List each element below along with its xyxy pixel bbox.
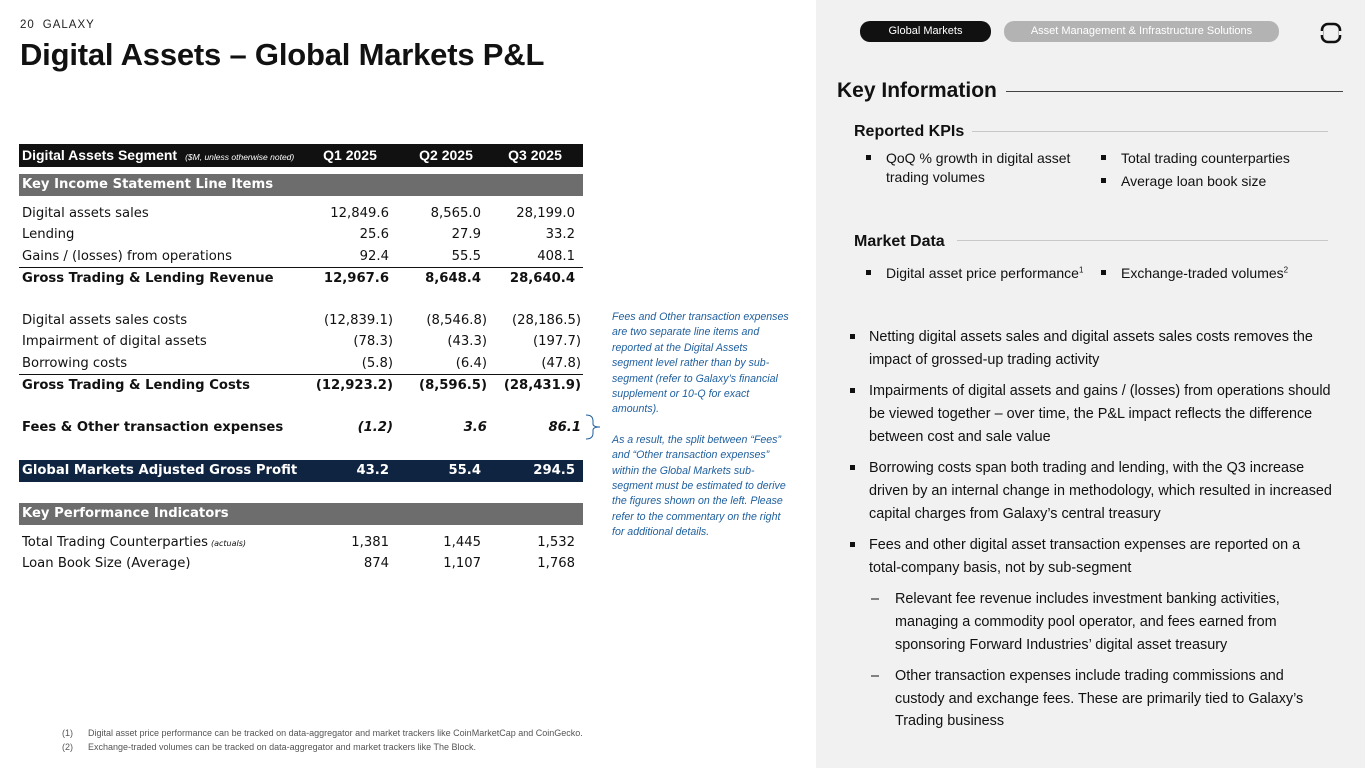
list-item: Netting digital assets sales and digital assets sales costs removes the impact of grossed-up trading activity (850, 326, 1335, 372)
kpi-item: Total trading counterparties (1101, 149, 1331, 168)
page-header (20, 19, 103, 31)
brand-name: GALAXY (42, 19, 95, 31)
gross-costs-row: Gross Trading & Lending Costs (12,923.2) (8,596.5) (28,431.9) (19, 374, 583, 395)
section-header-income: Key Income Statement Line Items (19, 174, 583, 196)
divider (1006, 91, 1343, 92)
list-item: Borrowing costs span both trading and lending, with the Q3 increase driven by an internal change in methodology, which resulted in increased capital charges from Galaxy’s central treasury (850, 457, 1335, 525)
section-header-kpi: Key Performance Indicators (19, 503, 583, 525)
pnl-table (19, 144, 583, 574)
table-row: Total Trading Counterparties (actuals) 1,381 1,445 1,532 (22, 534, 575, 550)
table-row: Gains / (losses) from operations 92.4 55.5 408.1 (22, 248, 575, 264)
gross-profit-row: Global Markets Adjusted Gross Profit 43.2 55.4 294.5 (19, 460, 583, 482)
divider (957, 240, 1328, 241)
market-data-item: Digital asset price performance$^1$ (866, 264, 1096, 283)
galaxy-logo-icon (1320, 22, 1342, 44)
sub-list-item: – Other transaction expenses include trading commissions and custody and exchange fees. These are primarily tied to Galaxy’s Trading business (871, 667, 1304, 730)
brace-icon (584, 414, 604, 440)
market-data-heading: Market Data (854, 233, 945, 250)
table-row: Digital assets sales 12,849.6 8,565.0 28,199.0 (22, 206, 575, 221)
list-item: Impairments of digital assets and gains / (losses) from operations should be viewed together – over time, the P&L impact reflects the difference between cost and sale value (850, 380, 1335, 448)
page-title: Digital Assets – Global Markets P&L (20, 37, 545, 72)
tab-asset-management[interactable]: Asset Management & Infrastructure Solutions (1004, 21, 1279, 42)
table-row: Lending 25.6 27.9 33.2 (22, 227, 575, 243)
column-header: Q2 2025 (419, 147, 473, 163)
table-row: Borrowing costs (5.8) (6.4) (47.8) (22, 355, 581, 371)
side-note-paragraph: Fees and Other transaction expenses are two separate line items and reported at the Digital Assets segment level rather than by sub-segment (refer to Galaxy’s financial supplement or 10-Q for exact amounts). (612, 311, 789, 416)
segment-note: ($M, unless otherwise noted) (185, 152, 295, 162)
segment-title: Digital Assets Segment ($M, unless otherwise noted) (22, 147, 295, 163)
list-item: Fees and other digital asset transaction expenses are reported on a total-company basis, not by sub-segment (850, 534, 1335, 580)
tab-global-markets[interactable]: Global Markets (860, 21, 991, 42)
market-data-item: Exchange-traded volumes$^2$ (1101, 264, 1331, 283)
commentary (850, 326, 1335, 742)
kpi-item: Average loan book size (1101, 172, 1331, 191)
reported-kpis-heading: Reported KPIs (854, 123, 965, 140)
divider (972, 131, 1328, 132)
table-row: Digital assets sales costs (12,839.1) (8,546.8) (28,186.5) (22, 312, 581, 328)
table-row: Loan Book Size (Average) 874 1,107 1,768 (22, 556, 575, 572)
footnote: (1) Digital asset price performance can be tracked on data-aggregator and market trackers like CoinMarketCap and CoinGecko. (62, 728, 583, 738)
side-note-paragraph: As a result, the split between “Fees” and “Other transaction expenses” within the Global Markets sub-segment must be estimated to derive the figures shown on the left. Please refer to the commentary on the right for additional details. (612, 433, 786, 539)
footnotes (62, 727, 583, 754)
key-information-heading: Key Information (837, 79, 997, 102)
kpi-item: QoQ % growth in digital asset trading volumes (866, 149, 1076, 187)
column-header: Q1 2025 (323, 147, 377, 163)
fees-row: Fees & Other transaction expenses (1.2) 3.6 86.1 (22, 419, 581, 435)
sub-list-item: – Relevant fee revenue includes investment banking activities, managing a commodity pool operator, and fees earned from sponsoring Forward Industries’ digital asset treasury (871, 590, 1280, 653)
table-header (19, 144, 583, 167)
actuals-note: (actuals) (210, 538, 247, 548)
side-note (612, 310, 790, 541)
gross-revenue-row: Gross Trading & Lending Revenue 12,967.6 8,648.4 28,640.4 (19, 267, 583, 288)
table-row: Impairment of digital assets (78.3) (43.3) (197.7) (22, 334, 581, 350)
key-information-panel (816, 0, 1365, 768)
column-header: Q3 2025 (508, 147, 562, 163)
page-number: 20 (20, 19, 35, 31)
footnote: (2) Exchange-traded volumes can be tracked on data-aggregator and market trackers like The Block. (62, 741, 477, 752)
